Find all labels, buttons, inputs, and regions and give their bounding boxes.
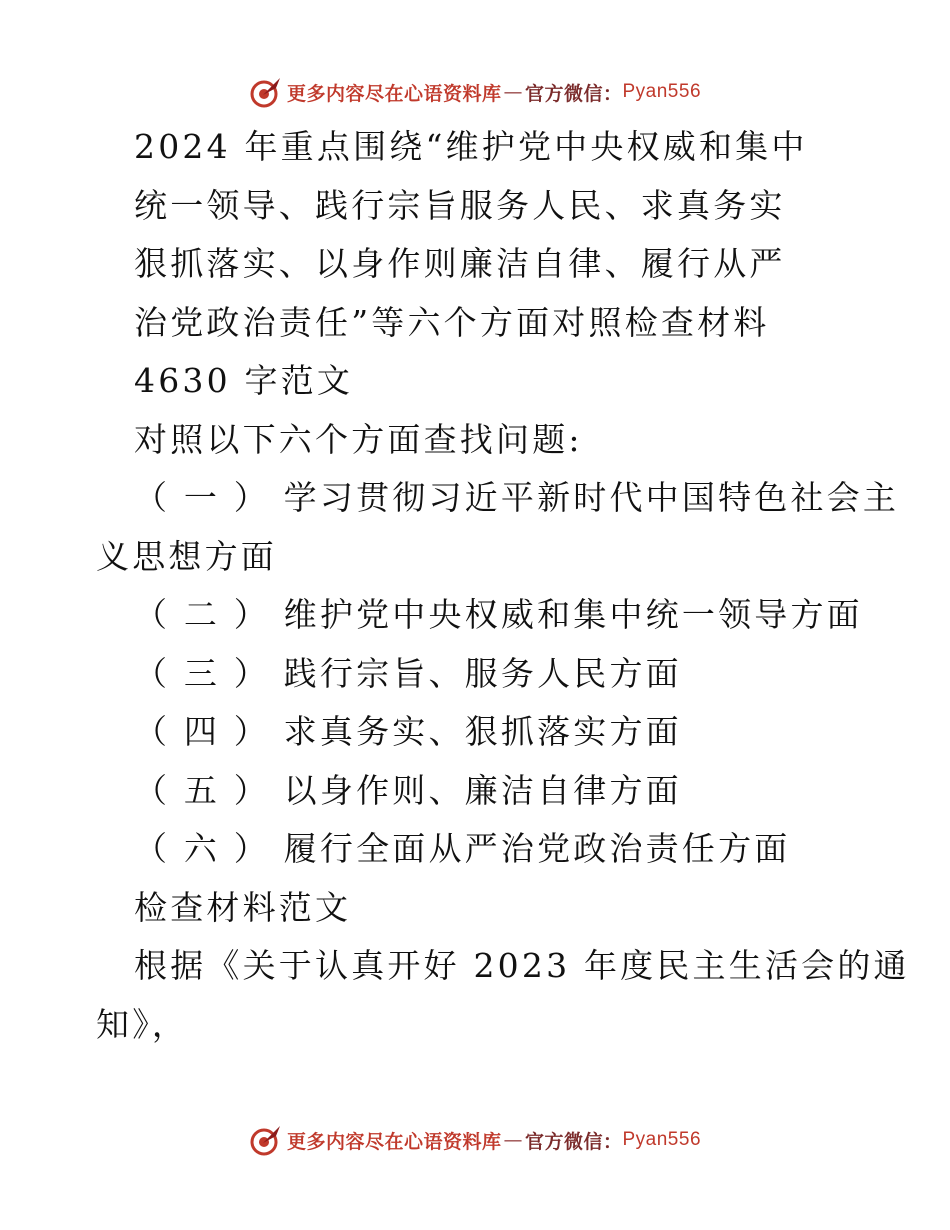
watermark-wechat-label: 官方微信： xyxy=(524,82,623,105)
watermark-dash: — xyxy=(503,1129,523,1151)
section-heading: 检查材料范文 xyxy=(134,887,352,927)
watermark-lead: 更多内容尽在心语资料库 xyxy=(286,1130,502,1153)
paragraph-line: 知》， xyxy=(96,1004,189,1044)
document-body xyxy=(96,118,910,1054)
watermark-wechat-label: 官方微信： xyxy=(524,1130,623,1153)
list-item: （ 一 ） 学习贯彻习近平新时代中国特色社会主 xyxy=(134,478,900,517)
title-line: 治党政治责任”等六个方面对照检查材料 xyxy=(134,302,770,342)
quill-logo-icon xyxy=(249,1123,283,1157)
title-line: 4630 字范文 xyxy=(134,361,354,400)
list-item-continuation: 义思想方面 xyxy=(96,536,277,576)
list-item: （ 二 ） 维护党中央权威和集中统一领导方面 xyxy=(134,595,863,634)
watermark-banner-top xyxy=(0,72,950,112)
watermark-banner-bottom xyxy=(0,1120,950,1160)
watermark-lead: 更多内容尽在心语资料库 xyxy=(286,82,502,105)
list-item: （ 六 ） 履行全面从严治党政治责任方面 xyxy=(134,829,791,868)
watermark-wechat-id: Pyan556 xyxy=(622,1129,702,1150)
list-item: （ 四 ） 求真务实、狠抓落实方面 xyxy=(134,712,682,751)
watermark-wechat-id: Pyan556 xyxy=(622,81,702,102)
paragraph-line: 根据《关于认真开好 2023 年度民主生活会的通 xyxy=(134,946,910,985)
title-line: 2024 年重点围绕“维护党中央权威和集中 xyxy=(134,127,808,166)
list-item: （ 五 ） 以身作则、廉洁自律方面 xyxy=(134,770,682,810)
quill-logo-icon xyxy=(249,75,283,109)
list-item: （ 三 ） 践行宗旨、服务人民方面 xyxy=(134,653,682,693)
title-line: 统一领导、践行宗旨服务人民、求真务实 xyxy=(134,185,786,225)
watermark-dash: — xyxy=(503,81,523,103)
title-line: 狠抓落实、以身作则廉洁自律、履行从严 xyxy=(134,244,786,283)
intro-line: 对照以下六个方面查找问题: xyxy=(134,419,583,459)
